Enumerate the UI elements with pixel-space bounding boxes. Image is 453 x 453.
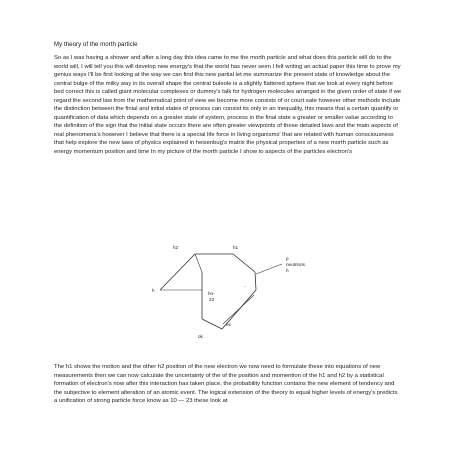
label-left: h bbox=[152, 288, 155, 293]
label-inner-1: ho- bbox=[208, 291, 215, 296]
ring-inner-top-edge bbox=[195, 254, 202, 272]
label-right-2: neutrinos bbox=[286, 262, 305, 267]
paragraph-explanation: The h1 shows the motion and the other h2 position of the new electron we now need to formulate these into equations of new measurements then we can now calculate the uncertainty of the of the position and momention of the h1 and h2 by a statistical formation of electron's now after this interaction has taken place, the probability function contains the new element of tendency and the subjective to element alteration of an atomic event. The logical extension of the theory to equal higher levels of energy's predicts a unification of strong particle force know as 10 — 23 these look at bbox=[54, 364, 398, 405]
diagram-svg bbox=[140, 232, 330, 342]
document-title: My theory of the morth particle bbox=[54, 41, 138, 48]
label-h2: h2 bbox=[173, 245, 179, 250]
label-inner-2: 23 bbox=[209, 297, 215, 302]
ring-lower-right-inner-edge bbox=[223, 295, 254, 324]
paragraph-intro: So as I was having a shower and after a long day this idea came to me the morth particle and what does this particle will do to the world will, I will tell you this will develop new energy's that the world has never seen I felt writing an actual paper this time to prove my genius ways I'll be first looking at the way we can find this new partial let me summarize the present state of knowledge about the central bulge of the milky way in its overall shape the central buleole is a slightly flattered sphere that we look at every night before bed correct this is called giant molecular complexes or dummy's talk for hydrogen molecules arranged in the given order of state if we regard the second law from the mathematical point of view we become more consists of or court sate however other methods include the distinction between the finial and initial states of process can consist its only in an inequality, this means that a certain quantify or quantification of data which depends on a greater state of system, process in the final state a greater or smaller value according to the definition of the sign that the initial state occurs there are often greater viewpoints of these detailed laws and the main aspects of real phenomena's however I believe that there is a special life force in living organisms' that are related with human consciousness that help explore the new laws of physics explained in heisenbug's matrix the physical properties of a new morth particle such as energy momentum position and time In my picture of the morth particle I show to aspects of the particles electron's bbox=[54, 55, 402, 156]
ring-upper-left-edge bbox=[160, 254, 195, 290]
label-bottom-right: es bbox=[226, 322, 231, 327]
label-bottom: ok bbox=[198, 334, 203, 339]
ring-right-edge bbox=[255, 272, 256, 290]
ring-upper-right-edge bbox=[233, 254, 255, 272]
label-right-1: p bbox=[286, 256, 289, 261]
bond-right bbox=[256, 264, 282, 274]
label-h1: h1 bbox=[233, 245, 239, 250]
ring-bottom-edge bbox=[202, 319, 222, 329]
morth-particle-diagram bbox=[140, 232, 330, 342]
label-dash: - bbox=[244, 284, 246, 289]
label-right-3: h bbox=[286, 268, 289, 273]
